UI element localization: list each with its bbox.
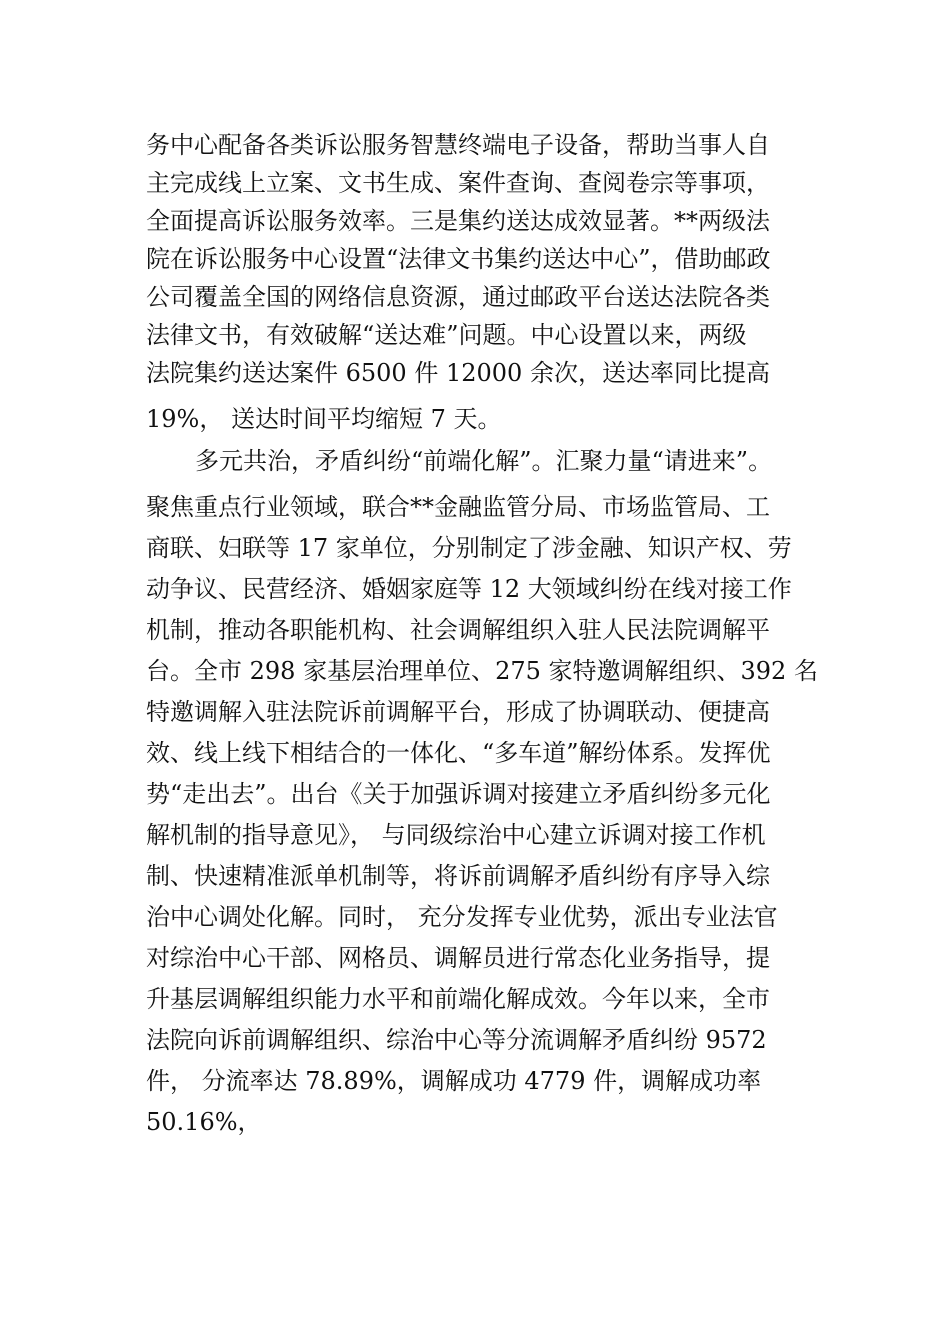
text-line: 机制，推动各职能机构、社会调解组织入驻人民法院调解平 xyxy=(146,616,770,644)
text-line: 聚焦重点行业领域，联合**金融监管分局、市场监管局、工 xyxy=(146,493,770,521)
text-line: 19%， 送达时间平均缩短 7 天。 xyxy=(146,405,502,433)
text-line: 台。全市 298 家基层治理单位、275 家特邀调解组织、392 名 xyxy=(146,657,818,685)
text-line: 制、快速精准派单机制等，将诉前调解矛盾纠纷有序导入综 xyxy=(146,862,770,890)
text-line: 50.16%， xyxy=(146,1108,262,1136)
text-line: 动争议、民营经济、婚姻家庭等 12 大领域纠纷在线对接工作 xyxy=(146,575,792,603)
text-line: 法院集约送达案件 6500 件 12000 余次，送达率同比提高 xyxy=(146,359,770,387)
text-line: 特邀调解入驻法院诉前调解平台，形成了协调联动、便捷高 xyxy=(146,698,770,726)
text-line: 法院向诉前调解组织、综治中心等分流调解矛盾纠纷 9572 xyxy=(146,1026,767,1054)
text-line: 对综治中心干部、网格员、调解员进行常态化业务指导，提 xyxy=(146,944,770,972)
text-line: 势“走出去”。出台《关于加强诉调对接建立矛盾纠纷多元化 xyxy=(146,780,771,808)
text-line: 件， 分流率达 78.89%，调解成功 4779 件，调解成功率 xyxy=(146,1067,762,1095)
text-line: 院在诉讼服务中心设置“法律文书集约送达中心”，借助邮政 xyxy=(146,245,771,273)
text-line: 务中心配备各类诉讼服务智慧终端电子设备，帮助当事人自 xyxy=(146,131,770,159)
text-line: 主完成线上立案、文书生成、案件查询、查阅卷宗等事项， xyxy=(146,169,770,197)
text-line: 公司覆盖全国的网络信息资源，通过邮政平台送达法院各类 xyxy=(146,283,770,311)
text-line: 商联、妇联等 17 家单位，分别制定了涉金融、知识产权、劳 xyxy=(146,534,792,562)
text-line: 法律文书，有效破解“送达难”问题。中心设置以来，两级 xyxy=(146,321,747,349)
text-line: 全面提高诉讼服务效率。三是集约送达成效显著。**两级法 xyxy=(146,207,770,235)
paragraph-start-line: 多元共治，矛盾纠纷“前端化解”。汇聚力量“请进来”。 xyxy=(195,447,773,475)
text-line: 效、线上线下相结合的一体化、“多车道”解纷体系。发挥优 xyxy=(146,739,771,767)
text-line: 解机制的指导意见》， 与同级综治中心建立诉调对接工作机 xyxy=(146,821,766,849)
text-line: 治中心调处化解。同时， 充分发挥专业优势，派出专业法官 xyxy=(146,903,778,931)
text-line: 升基层调解组织能力水平和前端化解成效。今年以来，全市 xyxy=(146,985,770,1013)
